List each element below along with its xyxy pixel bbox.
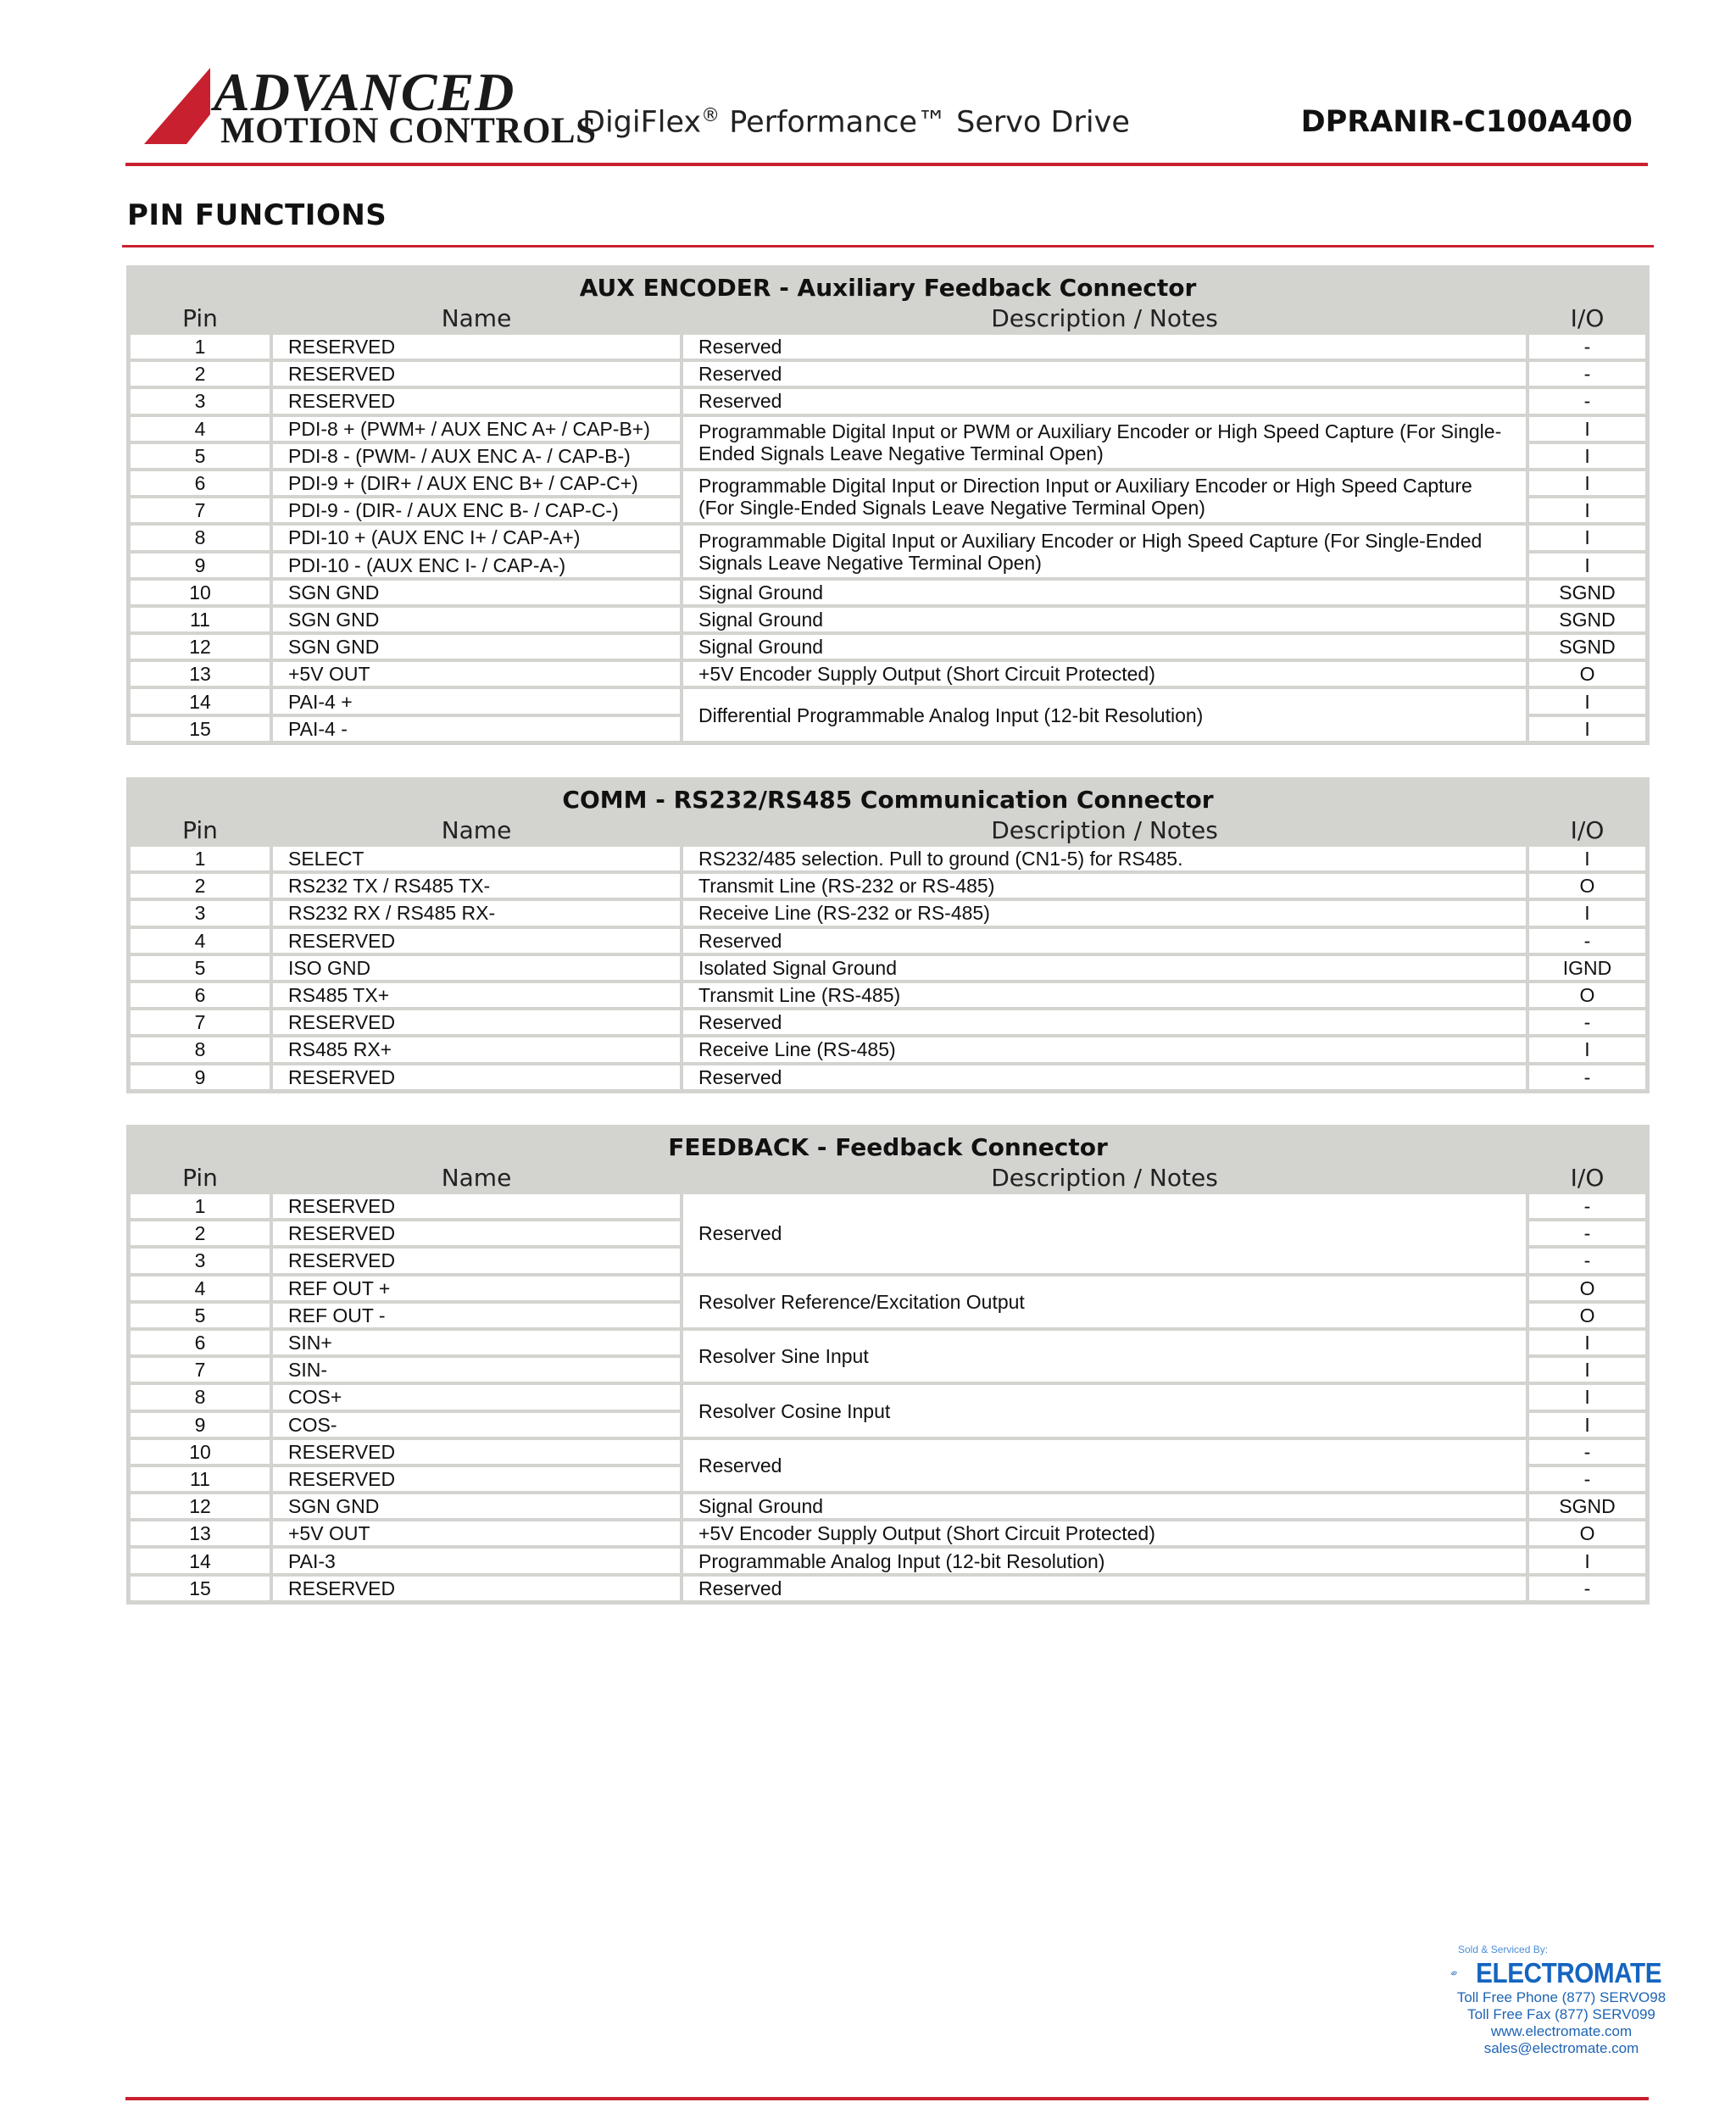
pin-cell: 5 [129,954,271,982]
pin-cell: 9 [129,1064,271,1091]
name-cell: RESERVED [271,1064,682,1091]
pin-cell: 4 [129,1275,271,1302]
name-cell: RESERVED [271,1466,682,1493]
name-cell: PDI-8 + (PWM+ / AUX ENC A+ / CAP-B+) [271,415,682,442]
description-cell: Resolver Cosine Input [682,1383,1527,1438]
table-row [129,1575,1647,1602]
name-cell: RESERVED [271,1220,682,1247]
io-cell: - [1527,1064,1647,1091]
name-cell: SIN+ [271,1329,682,1356]
io-cell: - [1527,333,1647,360]
name-cell: SELECT [271,845,682,872]
col-header-name: Name [271,303,682,333]
pin-cell: 15 [129,715,271,742]
pin-cell: 8 [129,1036,271,1063]
io-cell: I [1527,1036,1647,1063]
table-row [129,845,1647,872]
pin-cell: 12 [129,633,271,660]
pin-cell: 11 [129,606,271,633]
pin-cell: 3 [129,387,271,414]
page-header [127,59,1653,153]
io-cell: I [1527,415,1647,442]
col-header-pin: Pin [129,303,271,333]
name-cell: RS232 TX / RS485 TX- [271,872,682,899]
pin-cell: 9 [129,552,271,579]
description-cell: Transmit Line (RS-485) [682,982,1527,1009]
pin-cell: 8 [129,524,271,551]
distributor-name: ELECTROMATE [1475,1957,1661,1988]
io-cell: O [1527,1520,1647,1547]
description-cell: Signal Ground [682,633,1527,660]
pin-cell: 7 [129,1356,271,1383]
description-cell: +5V Encoder Supply Output (Short Circuit Protected) [682,1520,1527,1547]
name-cell: COS- [271,1411,682,1438]
name-cell: PAI-3 [271,1547,682,1574]
table-title: COMM - RS232/RS485 Communication Connector [129,777,1647,815]
pin-cell: 10 [129,579,271,606]
col-header-io: I/O [1527,303,1647,333]
name-cell: RESERVED [271,927,682,954]
pin-cell: 13 [129,660,271,687]
table-row [129,954,1647,982]
table-row [129,1547,1647,1574]
io-cell: I [1527,845,1647,872]
io-cell: I [1527,1356,1647,1383]
io-cell: O [1527,982,1647,1009]
description-cell: RS232/485 selection. Pull to ground (CN1-5) for RS485. [682,845,1527,872]
pin-cell: 4 [129,415,271,442]
io-cell: SGND [1527,1493,1647,1520]
name-cell: RESERVED [271,1009,682,1036]
pin-cell: 2 [129,872,271,899]
name-cell: PAI-4 - [271,715,682,742]
name-cell: SIN- [271,1356,682,1383]
pin-cell: 1 [129,333,271,360]
description-cell: Programmable Digital Input or Direction Input or Auxiliary Encoder or High Speed Capture (For Single-Ended Signals Leave Negative Terminal Open) [682,470,1527,524]
description-cell: Resolver Sine Input [682,1329,1527,1383]
description-cell: +5V Encoder Supply Output (Short Circuit Protected) [682,660,1527,687]
io-cell: SGND [1527,633,1647,660]
io-cell: - [1527,360,1647,387]
table-row [129,1009,1647,1036]
table-row [129,899,1647,926]
pin-cell: 3 [129,1247,271,1274]
col-header-description: Description / Notes [682,1162,1527,1193]
col-header-name: Name [271,815,682,845]
io-cell: - [1527,387,1647,414]
description-cell: Receive Line (RS-485) [682,1036,1527,1063]
table-row [129,1438,1647,1466]
product-line [582,105,1130,140]
header-divider [125,163,1648,166]
name-cell: RESERVED [271,387,682,414]
table-row [129,1275,1647,1302]
name-cell: SGN GND [271,1493,682,1520]
pin-cell: 11 [129,1466,271,1493]
name-cell: COS+ [271,1383,682,1410]
io-cell: SGND [1527,579,1647,606]
col-header-io: I/O [1527,815,1647,845]
product-suffix: Performance™ Servo Drive [720,105,1130,140]
name-cell: PAI-4 + [271,687,682,715]
table-row [129,524,1647,551]
pin-cell: 9 [129,1411,271,1438]
distributor-logo [1451,1957,1672,1989]
pin-cell: 12 [129,1493,271,1520]
pin-cell: 8 [129,1383,271,1410]
sold-by-label: Sold & Serviced By: [1458,1944,1549,1955]
col-header-pin: Pin [129,815,271,845]
table-row [129,415,1647,442]
col-header-pin: Pin [129,1162,271,1193]
description-cell: Programmable Digital Input or Auxiliary Encoder or High Speed Capture (For Single-Ended Signals Leave Negative Terminal Open) [682,524,1527,578]
io-cell: - [1527,1575,1647,1602]
email-link[interactable]: sales@electromate.com [1483,2040,1639,2056]
description-cell: Reserved [682,1438,1527,1493]
io-cell: O [1527,1302,1647,1329]
description-cell: Programmable Analog Input (12-bit Resolution) [682,1547,1527,1574]
name-cell: RESERVED [271,1575,682,1602]
pin-cell: 2 [129,1220,271,1247]
name-cell: RESERVED [271,1438,682,1466]
pin-cell: 14 [129,687,271,715]
description-cell: Reserved [682,1064,1527,1091]
pin-cell: 3 [129,899,271,926]
feedback-table [126,1125,1650,1605]
io-cell: I [1527,470,1647,497]
description-cell: Reserved [682,387,1527,414]
io-cell: SGND [1527,606,1647,633]
table-row [129,982,1647,1009]
table-row [129,1193,1647,1220]
description-cell: Resolver Reference/Excitation Output [682,1275,1527,1329]
table-row [129,1036,1647,1063]
aux-encoder-table [126,265,1650,745]
description-cell: Reserved [682,1009,1527,1036]
comm-table [126,777,1650,1093]
io-cell: I [1527,524,1647,551]
name-cell: SGN GND [271,633,682,660]
product-prefix: DigiFlex [582,105,702,140]
pin-cell: 14 [129,1547,271,1574]
io-cell: I [1527,1547,1647,1574]
pin-cell: 2 [129,360,271,387]
col-header-io: I/O [1527,1162,1647,1193]
pin-cell: 6 [129,982,271,1009]
name-cell: RESERVED [271,360,682,387]
pin-cell: 1 [129,1193,271,1220]
registered-mark: ® [701,105,721,126]
name-cell: PDI-10 - (AUX ENC I- / CAP-A-) [271,552,682,579]
pin-cell: 5 [129,1302,271,1329]
table-row [129,927,1647,954]
description-cell: Transmit Line (RS-232 or RS-485) [682,872,1527,899]
toll-free-fax: Toll Free Fax (877) SERV099 [1467,2006,1655,2022]
pin-cell: 4 [129,927,271,954]
name-cell: RESERVED [271,1247,682,1274]
name-cell: SGN GND [271,579,682,606]
table-row [129,360,1647,387]
description-cell: Signal Ground [682,606,1527,633]
io-cell: O [1527,660,1647,687]
description-cell: Reserved [682,1575,1527,1602]
table-title: AUX ENCODER - Auxiliary Feedback Connector [129,265,1647,303]
pin-cell: 7 [129,497,271,524]
io-cell: I [1527,1383,1647,1410]
io-cell: I [1527,497,1647,524]
name-cell: REF OUT - [271,1302,682,1329]
description-cell: Differential Programmable Analog Input (12-bit Resolution) [682,687,1527,742]
pin-cell: 7 [129,1009,271,1036]
io-cell: - [1527,1220,1647,1247]
io-cell: - [1527,1247,1647,1274]
io-cell: I [1527,552,1647,579]
name-cell: SGN GND [271,606,682,633]
name-cell: RS485 TX+ [271,982,682,1009]
io-cell: I [1527,1329,1647,1356]
description-cell: Reserved [682,360,1527,387]
description-cell: Isolated Signal Ground [682,954,1527,982]
name-cell: PDI-9 - (DIR- / AUX ENC B- / CAP-C-) [271,497,682,524]
pin-cell: 5 [129,442,271,470]
io-cell: - [1527,1193,1647,1220]
description-cell: Reserved [682,333,1527,360]
table-title: FEEDBACK - Feedback Connector [129,1125,1647,1162]
io-cell: I [1527,899,1647,926]
col-header-description: Description / Notes [682,303,1527,333]
table-row [129,633,1647,660]
model-number: DPRANIR-C100A400 [1300,105,1633,139]
io-cell: - [1527,927,1647,954]
table-row [129,333,1647,360]
description-cell: Reserved [682,1193,1527,1275]
pin-cell: 13 [129,1520,271,1547]
website-link[interactable]: www.electromate.com [1490,2023,1633,2039]
name-cell: RESERVED [271,333,682,360]
logo-text-advanced: ADVANCED [214,62,515,122]
io-cell: I [1527,1411,1647,1438]
section-title: PIN FUNCTIONS [127,198,387,232]
name-cell: REF OUT + [271,1275,682,1302]
name-cell: PDI-10 + (AUX ENC I+ / CAP-A+) [271,524,682,551]
pin-cell: 6 [129,470,271,497]
electromate-logo-icon [1451,1960,1457,1986]
description-cell: Signal Ground [682,1493,1527,1520]
io-cell: O [1527,1275,1647,1302]
io-cell: I [1527,715,1647,742]
description-cell: Reserved [682,927,1527,954]
description-cell: Receive Line (RS-232 or RS-485) [682,899,1527,926]
table-row [129,687,1647,715]
table-row [129,470,1647,497]
table-row [129,579,1647,606]
name-cell: RS485 RX+ [271,1036,682,1063]
name-cell: PDI-9 + (DIR+ / AUX ENC B+ / CAP-C+) [271,470,682,497]
col-header-description: Description / Notes [682,815,1527,845]
io-cell: I [1527,687,1647,715]
io-cell: - [1527,1466,1647,1493]
pin-cell: 6 [129,1329,271,1356]
logo-text-motion-controls: MOTION CONTROLS [220,111,597,151]
distributor-block [1451,1944,1672,2057]
pin-cell: 10 [129,1438,271,1466]
section-divider [122,245,1654,247]
col-header-name: Name [271,1162,682,1193]
io-cell: I [1527,442,1647,470]
description-cell: Signal Ground [682,579,1527,606]
name-cell: ISO GND [271,954,682,982]
table-row [129,606,1647,633]
footer-divider [125,2097,1649,2100]
pin-cell: 1 [129,845,271,872]
table-row [129,1329,1647,1356]
table-row [129,1520,1647,1547]
table-row [129,660,1647,687]
io-cell: - [1527,1438,1647,1466]
name-cell: PDI-8 - (PWM- / AUX ENC A- / CAP-B-) [271,442,682,470]
name-cell: RS232 RX / RS485 RX- [271,899,682,926]
description-cell: Programmable Digital Input or PWM or Auxiliary Encoder or High Speed Capture (For Single-Ended Signals Leave Negative Terminal Open) [682,415,1527,470]
io-cell: - [1527,1009,1647,1036]
name-cell: RESERVED [271,1193,682,1220]
pin-cell: 15 [129,1575,271,1602]
table-row [129,872,1647,899]
table-row [129,1064,1647,1091]
name-cell: +5V OUT [271,660,682,687]
io-cell: O [1527,872,1647,899]
table-row [129,387,1647,414]
table-row [129,1383,1647,1410]
name-cell: +5V OUT [271,1520,682,1547]
table-row [129,1493,1647,1520]
io-cell: IGND [1527,954,1647,982]
toll-free-phone: Toll Free Phone (877) SERVO98 [1456,1989,1666,2005]
